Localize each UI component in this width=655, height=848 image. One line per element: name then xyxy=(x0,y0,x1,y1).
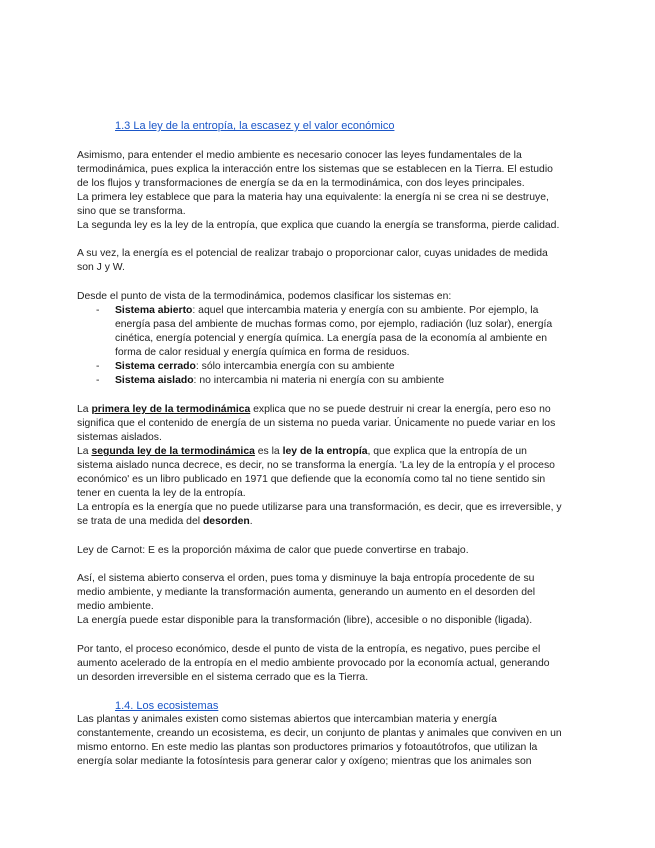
text-line: de los flujos y transformaciones de energía se da en la termodinámica, con dos leyes principales. xyxy=(77,178,525,189)
text-line: sino que se transforma. xyxy=(77,206,186,217)
text-line: La segunda ley es la ley de la entropía, que explica que cuando la energía se transforma, pierde calidad. xyxy=(77,220,560,231)
term-closed-system: Sistema cerrado xyxy=(115,361,196,372)
paragraph-open-system-order xyxy=(77,572,582,628)
paragraph-thermodynamics xyxy=(77,149,582,233)
paragraph-energy-units xyxy=(77,247,582,275)
text-line: un desorden irreversible en el sistema cerrado que es la Tierra. xyxy=(77,672,369,683)
text-line: económico' es un libro publicado en 1971 que defiende que la economía como tal no tiene sentido sin xyxy=(77,474,546,485)
text-line: mismo entorno. En este medio las plantas son productores primarios y fotoautótrofos, que utilizan la xyxy=(77,742,538,753)
second-law-link: segunda ley de la termodinámica xyxy=(91,446,255,457)
text-line: tener en cuenta la ley de la entropía. xyxy=(77,488,246,499)
list-dash: - xyxy=(96,375,100,386)
text-line: cinética, energía potencial y energía química. La energía pasa de la economía al ambiente en xyxy=(115,333,548,344)
text-line: medio ambiente, y mediante la transformación aumenta, generando un aumento en el desorden del xyxy=(77,587,536,598)
text-line: Las plantas y animales existen como sistemas abiertos que intercambian materia y energía xyxy=(77,714,497,725)
list-dash: - xyxy=(96,305,100,316)
list-dash: - xyxy=(96,361,100,372)
paragraph-economic-process xyxy=(77,643,582,685)
text-line: Por tanto, el proceso económico, desde el punto de vista de la entropía, es negativo, pues percibe el xyxy=(77,644,541,655)
text-span: La xyxy=(77,446,92,457)
text-line: aumento acelerado de la entropía en el medio ambiente provocado por la economía actual, generando xyxy=(77,658,550,669)
section-heading-entropy[interactable]: 1.3 La ley de la entropía, la escasez y el valor económico xyxy=(115,120,395,132)
text-line: La entropía es la energía que no puede utilizarse para una transformación, es decir, que es irreversible, y xyxy=(77,502,562,513)
text-line: : aquel que intercambia materia y energía con su ambiente. Por ejemplo, la xyxy=(192,305,539,316)
text-line: La energía puede estar disponible para la transformación (libre), accesible o no disponible (ligada). xyxy=(77,615,533,626)
term-open-system: Sistema abierto xyxy=(115,305,193,316)
text-line: energía solar mediante la fotosíntesis para generar calor y oxígeno; mientras que los animales son xyxy=(77,756,532,767)
text-line: : sólo intercambia energía con su ambiente xyxy=(195,361,395,372)
first-law-link: primera ley de la termodinámica xyxy=(91,404,251,415)
systems-list xyxy=(77,304,587,388)
text-line: constantemente, creando un ecosistema, es decir, un conjunto de plantas y animales que conviven en un xyxy=(77,728,562,739)
text-line: La primera ley establece que para la materia hay una equivalente: la energía ni se crea ni se destruye, xyxy=(77,192,549,203)
text-span: es la xyxy=(254,446,283,457)
entropy-law-term: ley de la entropía xyxy=(282,446,368,457)
text-line: Asimismo, para entender el medio ambiente es necesario conocer las leyes fundamentales de la xyxy=(77,150,522,161)
text-line: son J y W. xyxy=(77,262,125,273)
text-span: . xyxy=(249,516,253,527)
text-line: termodinámica, pues explica la interacción entre los sistemas que se establecen en la Tierra. El estudio xyxy=(77,164,553,175)
list-item-isolated-system xyxy=(77,374,587,388)
paragraph-carnot xyxy=(77,544,582,558)
list-item-closed-system xyxy=(77,360,587,374)
paragraph-laws xyxy=(77,403,582,529)
text-line: medio ambiente. xyxy=(77,601,154,612)
text-line: Desde el punto de vista de la termodinámica, podemos clasificar los sistemas en: xyxy=(77,291,452,302)
text-span: , que explica que la entropía de un xyxy=(367,446,527,457)
term-isolated-system: Sistema aislado xyxy=(115,375,194,386)
text-span: explica que no se puede destruir ni crear la energía, pero eso no xyxy=(250,404,551,415)
text-line: energía pasa del ambiente de muchas formas como, por ejemplo, radiación (luz solar), energía xyxy=(115,319,553,330)
section-heading-ecosystems[interactable]: 1.4. Los ecosistemas xyxy=(115,700,219,712)
disorder-term: desorden xyxy=(202,516,250,527)
text-line: forma de calor residual y energía química en forma de residuos. xyxy=(115,347,410,358)
text-line: Ley de Carnot: E es la proporción máxima de calor que puede convertirse en trabajo. xyxy=(77,545,469,556)
text-span: se trata de una medida del xyxy=(77,516,203,527)
text-span: La xyxy=(77,404,92,415)
text-line: A su vez, la energía es el potencial de realizar trabajo o proporcionar calor, cuyas unidades de medida xyxy=(77,248,548,259)
text-line: sistemas aislados. xyxy=(77,432,162,443)
paragraph-classification-intro xyxy=(77,290,582,304)
text-line: significa que el contenido de energía de un sistema no pueda variar. Únicamente no puede variar en los xyxy=(77,418,556,429)
paragraph-ecosystems xyxy=(77,713,582,769)
text-line: sistema aislado nunca decrece, es decir, no se transforma la energía. 'La ley de la entropía y el proceso xyxy=(77,460,555,471)
list-item-open-system xyxy=(77,304,587,360)
text-line: : no intercambia ni materia ni energía con su ambiente xyxy=(193,375,445,386)
text-line: Así, el sistema abierto conserva el orden, pues toma y disminuye la baja entropía procedente de su xyxy=(77,573,535,584)
